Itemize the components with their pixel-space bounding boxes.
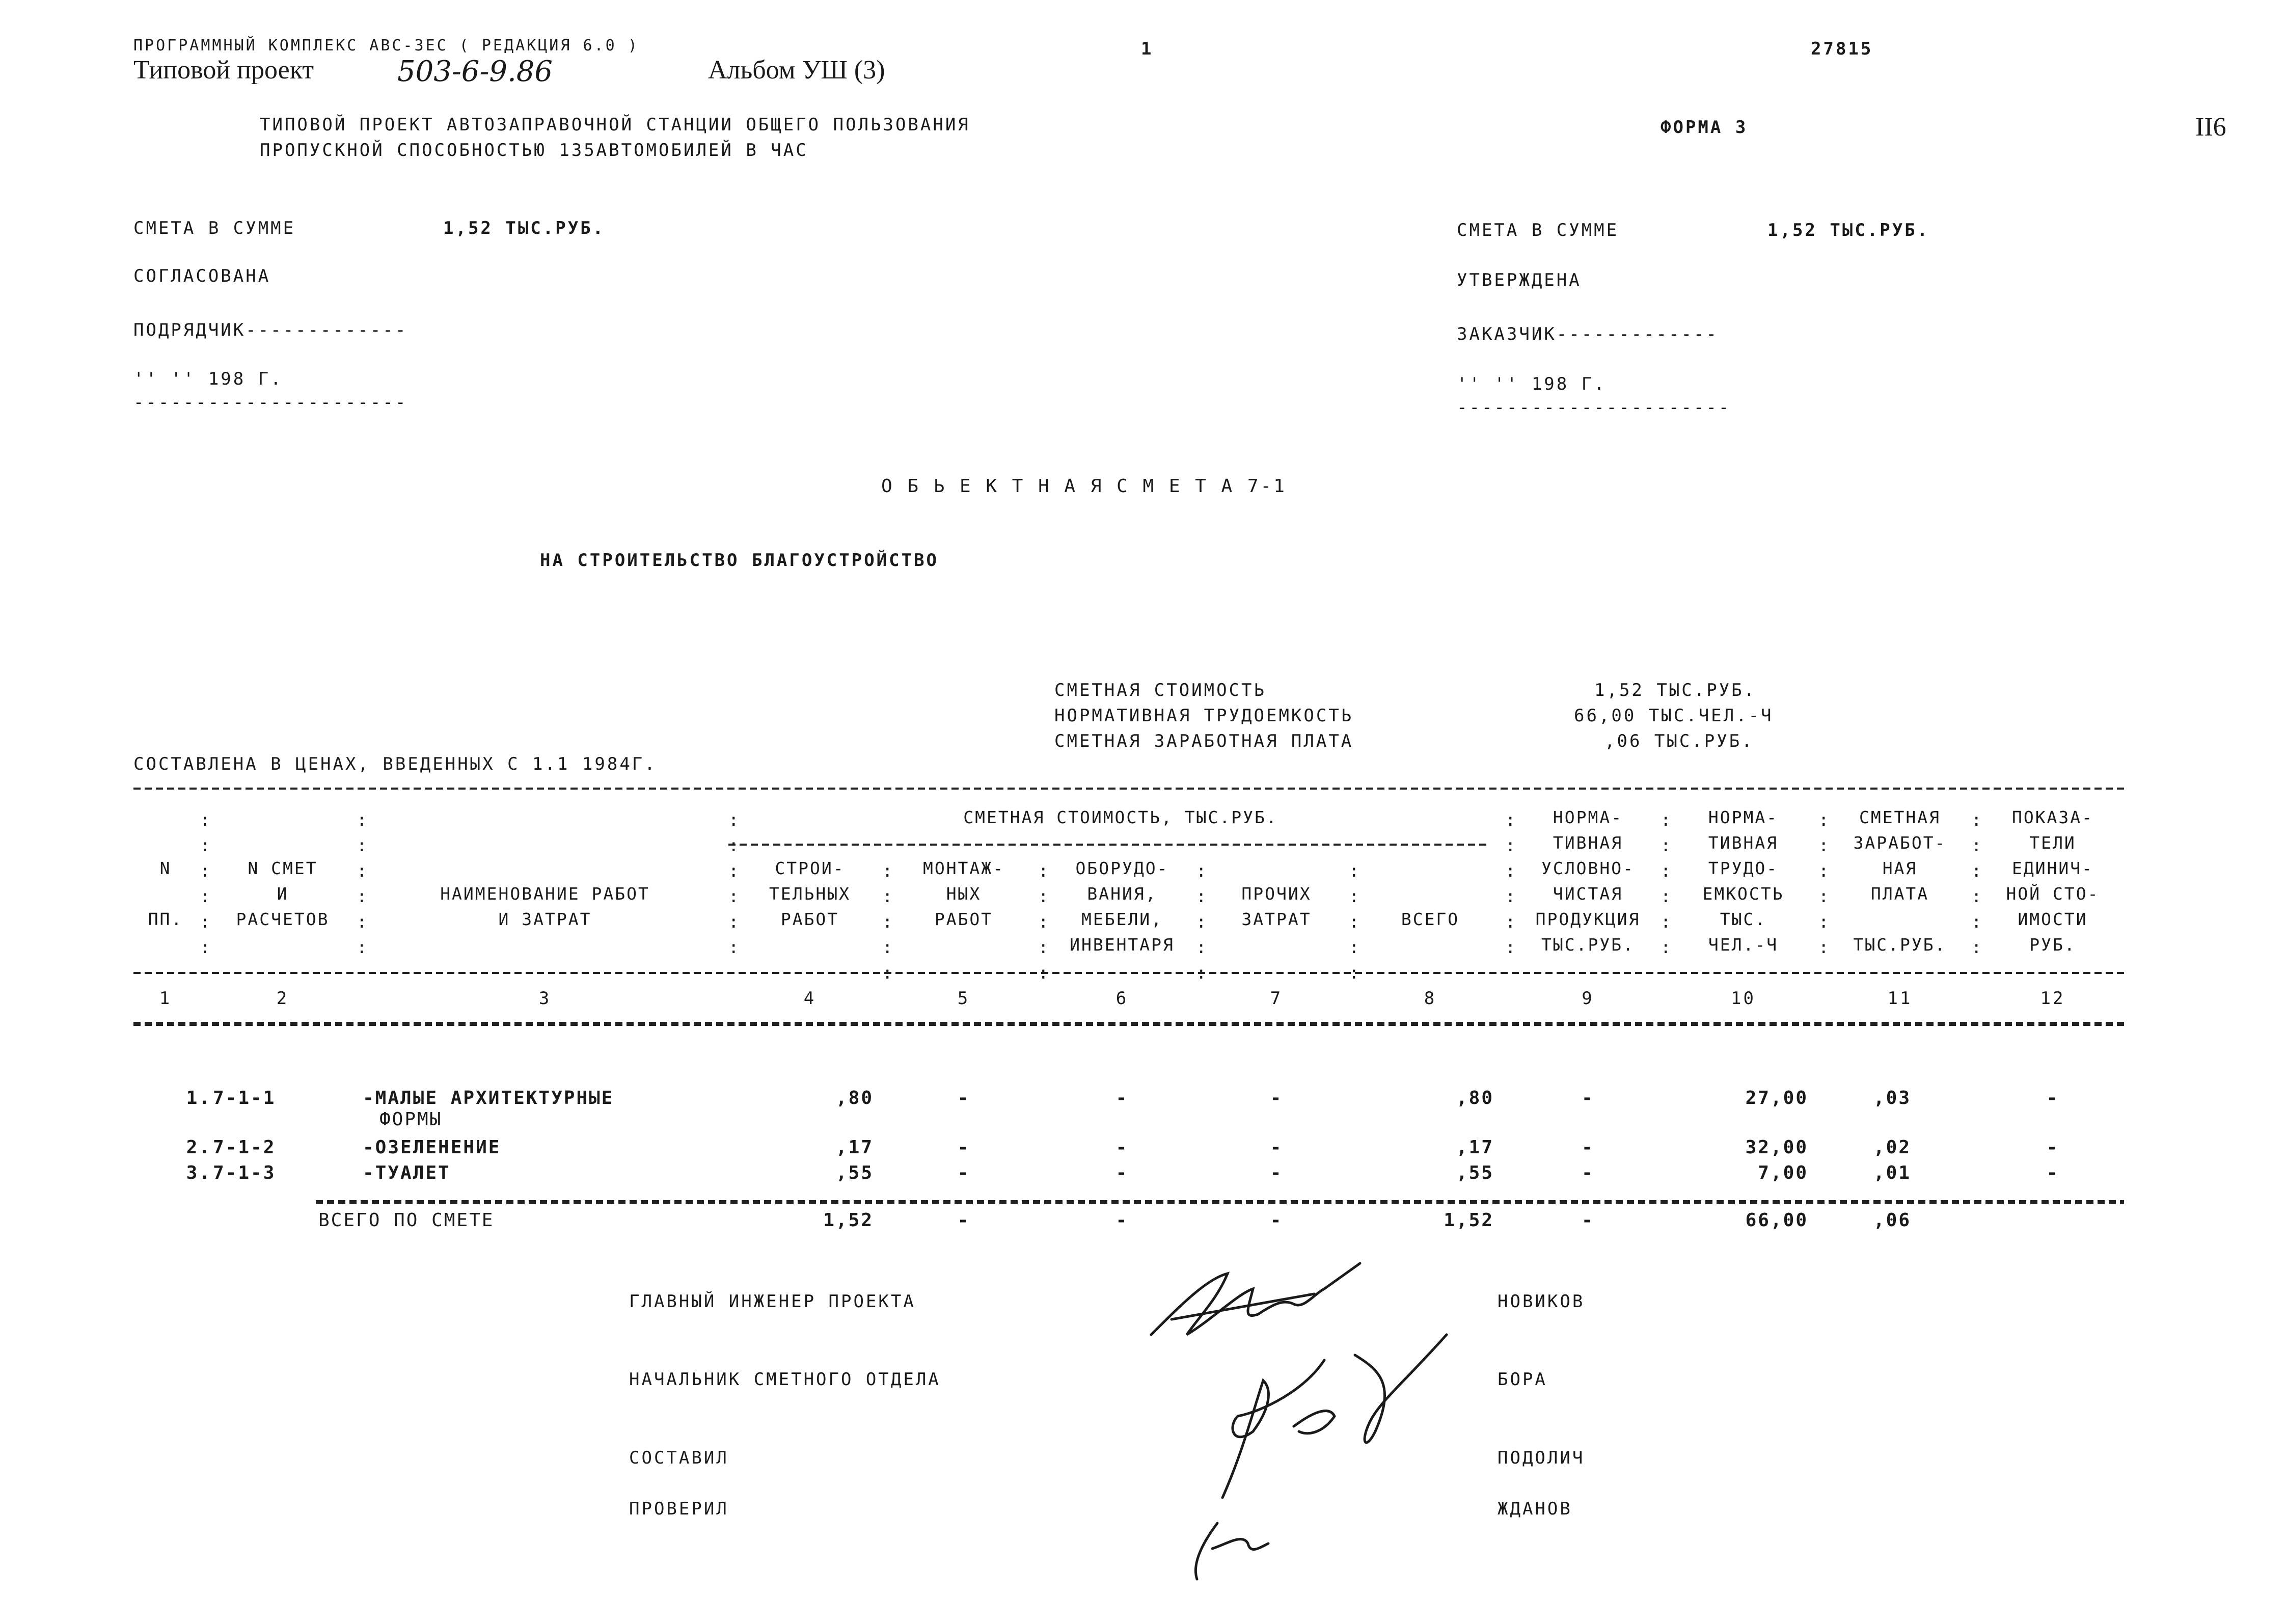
left-agreed: СОГЛАСОВАНА [133,266,271,286]
total-c7: - [1270,1210,1283,1231]
handwritten-signatures [1141,1258,1487,1584]
row-c11: ,01 [1873,1162,1912,1183]
column-number: 6 [1115,988,1129,1009]
header-unit-cost: ПОКАЗА- ТЕЛИ ЕДИНИЧ- НОЙ СТО- ИМОСТИ РУБ. [2006,807,2100,955]
row-number: 2. [186,1137,211,1158]
row-c11: ,02 [1873,1137,1912,1158]
row-c10: 27,00 [1745,1088,1808,1108]
row-c6: - [1115,1162,1129,1183]
doc-number: 27815 [1811,39,1873,59]
header-name: НАИМЕНОВАНИЕ РАБОТ И ЗАТРАТ [440,884,650,929]
row-c5: - [957,1162,970,1183]
row-c7: - [1270,1088,1283,1108]
col-sep: : : : : : : [1971,810,1982,958]
summary-wage-value: ,06 ТЫС.РУБ. [1604,731,1754,751]
col-sep: : : : : : [1038,861,1049,983]
summary-labor-label: НОРМАТИВНАЯ ТРУДОЕМКОСТЬ [1054,706,1354,726]
col-sep: : : : : : [1196,861,1207,983]
summary-wage-label: СМЕТНАЯ ЗАРАБОТНАЯ ПЛАТА [1054,731,1354,751]
col-sep: : : : : : : [1818,810,1829,958]
left-sum-value: 1,52 ТЫС.РУБ. [443,218,606,238]
project-code: 503-6-9.86 [397,55,553,88]
left-party: ПОДРЯДЧИК------------- [133,320,408,340]
form-label: ФОРМА 3 [1661,117,1748,138]
row-c6: - [1115,1088,1129,1108]
column-number: 10 [1731,988,1756,1009]
sign-name-estimate-head: БОРА [1498,1369,1547,1390]
col-sep: : : : : : [1349,861,1359,983]
summary-cost-value: 1,52 ТЫС.РУБ. [1594,680,1757,700]
column-number: 12 [2040,988,2065,1009]
header-n-smet: N СМЕТ И РАСЧЕТОВ [236,858,330,929]
col-sep: : : : : : [882,861,893,983]
row-c9: - [1582,1137,1594,1158]
row-c4: ,80 [835,1088,874,1108]
total-c8: 1,52 [1444,1210,1494,1231]
estimate-title: О Б Ь Е К Т Н А Я С М Е Т А 7-1 [881,476,1287,497]
row-c11: ,03 [1873,1088,1912,1108]
column-number: 11 [1887,988,1913,1009]
row-code: 7-1-2 [213,1137,276,1158]
right-sum-label: СМЕТА В СУММЕ [1457,220,1619,240]
sign-name-chief-engineer: НОВИКОВ [1498,1291,1585,1312]
sign-role-chief-engineer: ГЛАВНЫЙ ИНЖЕНЕР ПРОЕКТА [629,1291,916,1312]
header-norm-product: НОРМА- ТИВНАЯ УСЛОВНО- ЧИСТАЯ ПРОДУКЦИЯ ТЫС.РУБ. [1535,807,1641,955]
row-name: -ОЗЕЛЕНЕНИЕ [363,1137,501,1158]
row-number: 1. [186,1088,211,1108]
row-c10: 7,00 [1758,1162,1808,1183]
header-n: N ПП. [148,858,183,929]
right-party: ЗАКАЗЧИК------------- [1457,324,1719,344]
column-number: 2 [276,988,289,1009]
summary-cost-label: СМЕТНАЯ СТОИМОСТЬ [1054,680,1266,700]
page-marker: 1 [1141,39,1154,59]
row-number: 3. [186,1162,211,1183]
row-code: 7-1-3 [213,1162,276,1183]
row-c12: - [2046,1137,2059,1158]
total-label: ВСЕГО ПО СМЕТЕ [318,1210,495,1231]
col-sep: : : : : : : [357,810,367,958]
row-c4: ,55 [835,1162,874,1183]
project-title-line-2: ПРОПУСКНОЙ СПОСОБНОСТЬЮ 135АВТОМОБИЛЕЙ В ЧАС [260,140,808,160]
row-c4: ,17 [835,1137,874,1158]
right-approved: УТВЕРЖДЕНА [1457,270,1582,290]
row-c7: - [1270,1137,1283,1158]
album-label: Альбом УШ (3) [708,56,885,85]
project-title-line-1: ТИПОВОЙ ПРОЕКТ АВТОЗАПРАВОЧНОЙ СТАНЦИИ ОБЩЕГО ПОЛЬЗОВАНИЯ [260,115,970,135]
prices-note: СОСТАВЛЕНА В ЦЕНАХ, ВВЕДЕННЫХ С 1.1 1984Г. [133,754,657,774]
row-c10: 32,00 [1745,1137,1808,1158]
row-c5: - [957,1088,970,1108]
summary-labor-value: 66,00 ТЫС.ЧЕЛ.-Ч [1574,706,1774,726]
total-c11: ,06 [1873,1210,1912,1231]
sign-role-estimate-head: НАЧАЛЬНИК СМЕТНОГО ОТДЕЛА [629,1369,941,1390]
header-norm-labor: НОРМА- ТИВНАЯ ТРУДО- ЕМКОСТЬ ТЫС. ЧЕЛ.-Ч [1702,807,1784,955]
header-construction: СТРОИ- ТЕЛЬНЫХ РАБОТ [769,858,851,929]
left-date-underline: ---------------------- [133,392,408,413]
col-sep: : : : : : : [728,810,739,958]
row-c5: - [957,1137,970,1158]
header-other: ПРОЧИХ ЗАТРАТ [1241,884,1312,929]
left-date: '' '' 198 Г. [133,369,283,389]
right-date: '' '' 198 Г. [1457,374,1607,394]
column-number: 9 [1582,988,1594,1009]
total-c6: - [1115,1210,1129,1231]
header-group-cost: СМЕТНАЯ СТОИМОСТЬ, ТЫС.РУБ. [963,807,1278,827]
col-sep: : : : : : : [200,810,210,958]
sign-name-checked: ЖДАНОВ [1498,1499,1572,1519]
row-c8: ,55 [1456,1162,1494,1183]
total-c10: 66,00 [1745,1210,1808,1231]
typovoy-label: Типовой проект [133,56,314,85]
row-c8: ,17 [1456,1137,1494,1158]
header-wage: СМЕТНАЯ ЗАРАБОТ- НАЯ ПЛАТА ТЫС.РУБ. [1853,807,1947,955]
left-sum-label: СМЕТА В СУММЕ [133,218,296,238]
column-number: 5 [957,988,970,1009]
sheet-number: II6 [2195,113,2226,142]
sign-name-compiled: ПОДОЛИЧ [1498,1448,1585,1468]
column-number: 8 [1424,988,1437,1009]
total-c5: - [957,1210,970,1231]
column-number: 4 [803,988,817,1009]
row-name: -МАЛЫЕ АРХИТЕКТУРНЫЕ [363,1088,614,1108]
row-name-continuation: ФОРМЫ [379,1109,443,1130]
program-line: ПРОГРАММНЫЙ КОМПЛЕКС АВС-3ЕС ( РЕДАКЦИЯ 6.0 ) [133,37,639,55]
sign-role-compiled: СОСТАВИЛ [629,1448,729,1468]
row-name: -ТУАЛЕТ [363,1162,451,1183]
row-c12: - [2046,1162,2059,1183]
row-code: 7-1-1 [213,1088,276,1108]
right-date-underline: ---------------------- [1457,397,1731,418]
total-c4: 1,52 [823,1210,874,1231]
col-sep: : : : : : : [1661,810,1671,958]
header-montage: МОНТАЖ- НЫХ РАБОТ [922,858,1005,929]
estimate-subject: НА СТРОИТЕЛЬСТВО БЛАГОУСТРОЙСТВО [540,550,939,571]
row-c12: - [2046,1088,2059,1108]
column-number: 7 [1270,988,1283,1009]
total-c9: - [1582,1210,1594,1231]
column-number: 3 [538,988,552,1009]
row-c9: - [1582,1162,1594,1183]
right-sum-value: 1,52 ТЫС.РУБ. [1767,220,1930,240]
column-number: 1 [159,988,172,1009]
row-c8: ,80 [1456,1088,1494,1108]
row-c9: - [1582,1088,1594,1108]
header-total: ВСЕГО [1401,909,1460,929]
header-equipment: ОБОРУДО- ВАНИЯ, МЕБЕЛИ, ИНВЕНТАРЯ [1070,858,1175,955]
sign-role-checked: ПРОВЕРИЛ [629,1499,729,1519]
row-c7: - [1270,1162,1283,1183]
col-sep: : : : : : : [1505,810,1516,958]
row-c6: - [1115,1137,1129,1158]
